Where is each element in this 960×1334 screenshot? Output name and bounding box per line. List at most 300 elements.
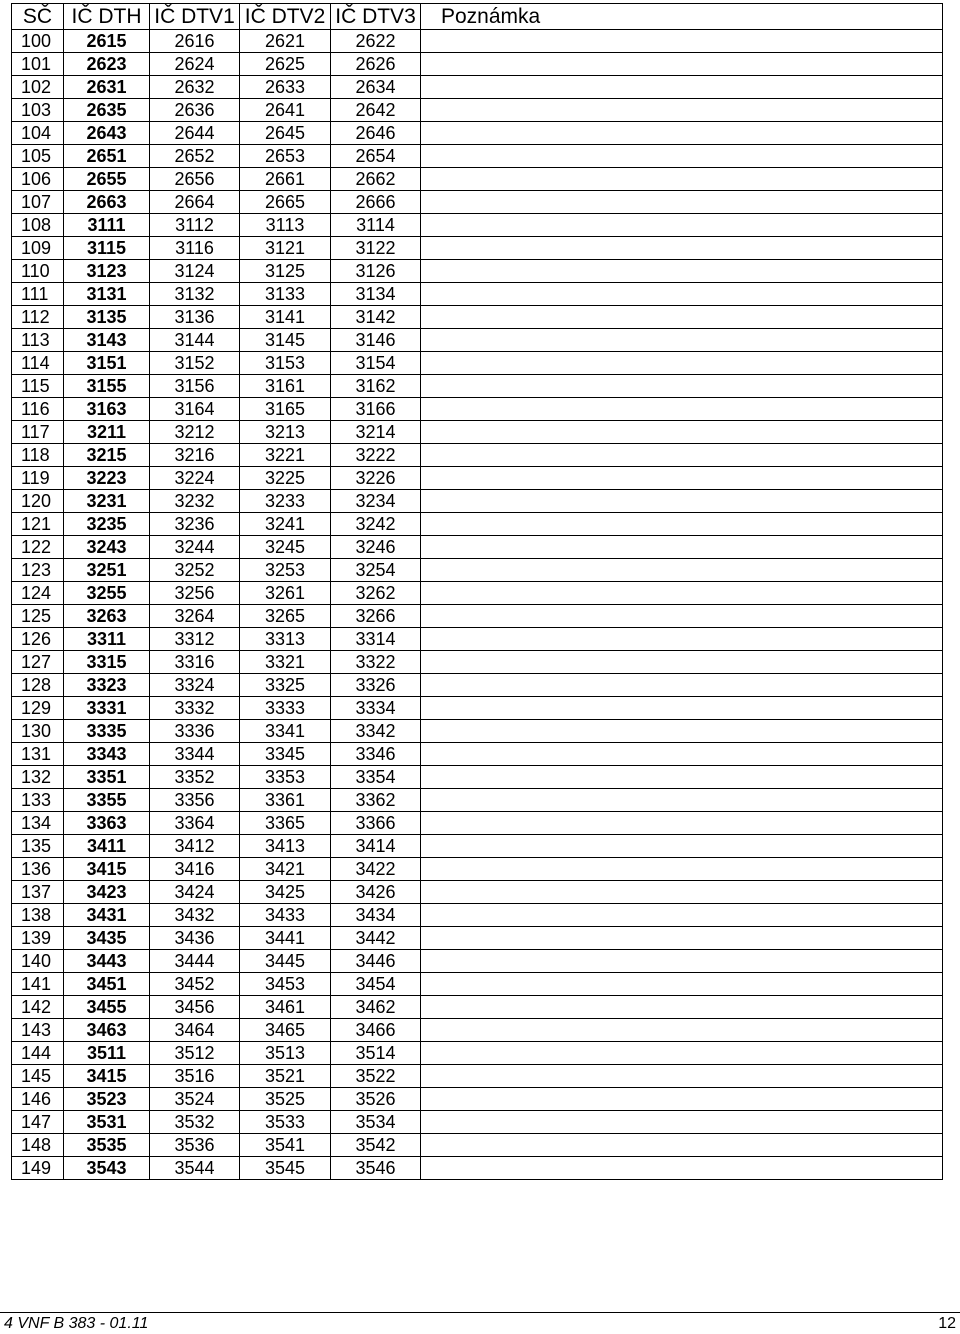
cell-poznamka (421, 1065, 943, 1088)
cell-sc: 147 (12, 1111, 64, 1134)
cell-sc: 123 (12, 559, 64, 582)
table-row (12, 329, 943, 352)
cell-poznamka (421, 927, 943, 950)
cell-ic-dtv1: 2616 (150, 30, 240, 53)
cell-ic-dtv1: 3156 (150, 375, 240, 398)
cell-ic-dth: 3311 (64, 628, 150, 651)
cell-poznamka (421, 145, 943, 168)
cell-ic-dtv2: 2645 (240, 122, 331, 145)
cell-sc: 119 (12, 467, 64, 490)
cell-ic-dth: 3155 (64, 375, 150, 398)
cell-ic-dtv2: 3513 (240, 1042, 331, 1065)
header-ic-dth: IČ DTH (64, 4, 150, 30)
cell-poznamka (421, 743, 943, 766)
cell-poznamka (421, 283, 943, 306)
cell-ic-dtv3: 3354 (331, 766, 421, 789)
table-row (12, 53, 943, 76)
cell-ic-dth: 3511 (64, 1042, 150, 1065)
table-row (12, 904, 943, 927)
cell-ic-dtv1: 3352 (150, 766, 240, 789)
cell-ic-dtv3: 3226 (331, 467, 421, 490)
cell-ic-dtv1: 3132 (150, 283, 240, 306)
cell-sc: 116 (12, 398, 64, 421)
cell-ic-dtv1: 3544 (150, 1157, 240, 1180)
cell-poznamka (421, 1134, 943, 1157)
cell-ic-dth: 3443 (64, 950, 150, 973)
cell-ic-dtv3: 3434 (331, 904, 421, 927)
cell-ic-dth: 3523 (64, 1088, 150, 1111)
cell-sc: 113 (12, 329, 64, 352)
table-row (12, 1019, 943, 1042)
cell-ic-dth: 3323 (64, 674, 150, 697)
cell-ic-dth: 3263 (64, 605, 150, 628)
cell-poznamka (421, 260, 943, 283)
table-row (12, 605, 943, 628)
cell-ic-dtv3: 3126 (331, 260, 421, 283)
cell-ic-dtv1: 3412 (150, 835, 240, 858)
cell-poznamka (421, 191, 943, 214)
cell-ic-dtv3: 3522 (331, 1065, 421, 1088)
table-header-row (12, 4, 943, 30)
document-reference: 4 VNF B 383 - 01.11 (4, 1315, 149, 1332)
cell-ic-dtv2: 3353 (240, 766, 331, 789)
header-poznamka: Poznámka (421, 4, 943, 30)
cell-ic-dtv1: 3116 (150, 237, 240, 260)
cell-sc: 104 (12, 122, 64, 145)
cell-ic-dth: 3163 (64, 398, 150, 421)
cell-ic-dtv1: 3356 (150, 789, 240, 812)
cell-ic-dth: 3415 (64, 1065, 150, 1088)
cell-ic-dtv2: 3441 (240, 927, 331, 950)
table-row (12, 835, 943, 858)
table-row (12, 513, 943, 536)
cell-ic-dtv3: 3422 (331, 858, 421, 881)
cell-ic-dtv3: 3122 (331, 237, 421, 260)
table-row (12, 145, 943, 168)
cell-ic-dtv3: 2634 (331, 76, 421, 99)
cell-ic-dtv3: 3134 (331, 283, 421, 306)
cell-ic-dtv1: 2656 (150, 168, 240, 191)
cell-ic-dtv2: 3465 (240, 1019, 331, 1042)
cell-poznamka (421, 628, 943, 651)
table-row (12, 306, 943, 329)
table-row (12, 168, 943, 191)
cell-ic-dtv1: 2664 (150, 191, 240, 214)
cell-ic-dtv3: 3146 (331, 329, 421, 352)
cell-sc: 129 (12, 697, 64, 720)
cell-poznamka (421, 605, 943, 628)
cell-ic-dth: 3531 (64, 1111, 150, 1134)
cell-ic-dtv1: 3232 (150, 490, 240, 513)
cell-poznamka (421, 1088, 943, 1111)
cell-ic-dtv1: 3456 (150, 996, 240, 1019)
cell-ic-dtv1: 3224 (150, 467, 240, 490)
cell-ic-dtv3: 3466 (331, 1019, 421, 1042)
cell-ic-dtv1: 3316 (150, 651, 240, 674)
cell-sc: 105 (12, 145, 64, 168)
table-row (12, 1065, 943, 1088)
table-row (12, 720, 943, 743)
cell-ic-dtv3: 3162 (331, 375, 421, 398)
cell-ic-dtv2: 3433 (240, 904, 331, 927)
cell-ic-dth: 3243 (64, 536, 150, 559)
cell-ic-dtv3: 3342 (331, 720, 421, 743)
cell-ic-dtv3: 3246 (331, 536, 421, 559)
header-sc: SČ (12, 4, 64, 30)
cell-poznamka (421, 30, 943, 53)
cell-ic-dtv3: 3262 (331, 582, 421, 605)
cell-ic-dtv2: 3145 (240, 329, 331, 352)
cell-ic-dtv1: 3516 (150, 1065, 240, 1088)
cell-ic-dth: 3355 (64, 789, 150, 812)
cell-sc: 103 (12, 99, 64, 122)
cell-ic-dtv2: 3225 (240, 467, 331, 490)
table-row (12, 191, 943, 214)
cell-poznamka (421, 950, 943, 973)
table-row (12, 766, 943, 789)
cell-ic-dtv1: 2652 (150, 145, 240, 168)
table-row (12, 352, 943, 375)
cell-ic-dtv1: 3452 (150, 973, 240, 996)
cell-sc: 128 (12, 674, 64, 697)
cell-ic-dtv1: 3136 (150, 306, 240, 329)
cell-sc: 109 (12, 237, 64, 260)
cell-sc: 148 (12, 1134, 64, 1157)
cell-poznamka (421, 559, 943, 582)
cell-poznamka (421, 881, 943, 904)
cell-ic-dtv3: 3322 (331, 651, 421, 674)
cell-poznamka (421, 973, 943, 996)
cell-sc: 126 (12, 628, 64, 651)
cell-ic-dtv3: 3114 (331, 214, 421, 237)
table-row (12, 467, 943, 490)
cell-ic-dtv1: 3312 (150, 628, 240, 651)
cell-ic-dtv2: 2665 (240, 191, 331, 214)
cell-ic-dtv2: 3365 (240, 812, 331, 835)
cell-ic-dtv3: 3222 (331, 444, 421, 467)
cell-ic-dth: 3331 (64, 697, 150, 720)
table-row (12, 1042, 943, 1065)
table-row (12, 536, 943, 559)
cell-ic-dtv1: 3236 (150, 513, 240, 536)
table-row (12, 697, 943, 720)
cell-ic-dtv2: 3525 (240, 1088, 331, 1111)
cell-ic-dtv3: 3314 (331, 628, 421, 651)
cell-sc: 110 (12, 260, 64, 283)
cell-ic-dth: 3211 (64, 421, 150, 444)
cell-ic-dth: 3543 (64, 1157, 150, 1180)
cell-sc: 144 (12, 1042, 64, 1065)
table-row (12, 122, 943, 145)
cell-ic-dtv2: 3461 (240, 996, 331, 1019)
cell-ic-dth: 2655 (64, 168, 150, 191)
cell-ic-dtv1: 3112 (150, 214, 240, 237)
cell-ic-dtv2: 3545 (240, 1157, 331, 1180)
cell-ic-dtv1: 3532 (150, 1111, 240, 1134)
cell-poznamka (421, 168, 943, 191)
cell-ic-dth: 3415 (64, 858, 150, 881)
cell-ic-dtv2: 3333 (240, 697, 331, 720)
cell-sc: 111 (12, 283, 64, 306)
cell-sc: 130 (12, 720, 64, 743)
header-ic-dtv2: IČ DTV2 (240, 4, 331, 30)
cell-poznamka (421, 467, 943, 490)
cell-ic-dtv3: 3366 (331, 812, 421, 835)
cell-sc: 137 (12, 881, 64, 904)
table-row (12, 973, 943, 996)
cell-ic-dth: 2651 (64, 145, 150, 168)
cell-ic-dth: 3351 (64, 766, 150, 789)
cell-ic-dtv3: 3154 (331, 352, 421, 375)
table-row (12, 743, 943, 766)
cell-sc: 102 (12, 76, 64, 99)
cell-ic-dtv3: 2654 (331, 145, 421, 168)
cell-ic-dtv2: 3161 (240, 375, 331, 398)
table-row (12, 674, 943, 697)
table-row (12, 76, 943, 99)
cell-ic-dtv1: 3464 (150, 1019, 240, 1042)
cell-ic-dth: 2631 (64, 76, 150, 99)
cell-ic-dtv2: 2641 (240, 99, 331, 122)
cell-sc: 125 (12, 605, 64, 628)
cell-sc: 131 (12, 743, 64, 766)
table-row (12, 1157, 943, 1180)
cell-ic-dtv2: 3341 (240, 720, 331, 743)
cell-poznamka (421, 99, 943, 122)
cell-ic-dtv1: 3252 (150, 559, 240, 582)
cell-poznamka (421, 421, 943, 444)
cell-ic-dtv2: 2661 (240, 168, 331, 191)
cell-ic-dtv3: 3254 (331, 559, 421, 582)
cell-sc: 149 (12, 1157, 64, 1180)
cell-poznamka (421, 536, 943, 559)
cell-sc: 145 (12, 1065, 64, 1088)
table-row (12, 789, 943, 812)
cell-sc: 108 (12, 214, 64, 237)
cell-sc: 132 (12, 766, 64, 789)
cell-ic-dtv2: 3541 (240, 1134, 331, 1157)
cell-sc: 121 (12, 513, 64, 536)
table-row (12, 858, 943, 881)
cell-ic-dth: 3151 (64, 352, 150, 375)
table-row (12, 651, 943, 674)
cell-ic-dtv1: 3212 (150, 421, 240, 444)
table-body (12, 30, 943, 1180)
cell-ic-dtv1: 3152 (150, 352, 240, 375)
cell-ic-dtv1: 3336 (150, 720, 240, 743)
table-row (12, 283, 943, 306)
cell-ic-dtv3: 3142 (331, 306, 421, 329)
cell-ic-dtv2: 3221 (240, 444, 331, 467)
table-row (12, 99, 943, 122)
table-row (12, 214, 943, 237)
code-table (11, 3, 943, 1180)
cell-ic-dtv3: 3166 (331, 398, 421, 421)
cell-ic-dtv2: 3421 (240, 858, 331, 881)
table-row (12, 927, 943, 950)
cell-ic-dtv3: 2662 (331, 168, 421, 191)
cell-poznamka (421, 812, 943, 835)
cell-ic-dth: 2635 (64, 99, 150, 122)
table-row (12, 421, 943, 444)
table-row (12, 237, 943, 260)
cell-sc: 122 (12, 536, 64, 559)
cell-ic-dth: 3131 (64, 283, 150, 306)
cell-ic-dtv3: 3526 (331, 1088, 421, 1111)
cell-ic-dtv1: 3244 (150, 536, 240, 559)
cell-ic-dtv2: 3113 (240, 214, 331, 237)
cell-ic-dtv2: 3245 (240, 536, 331, 559)
cell-ic-dth: 3251 (64, 559, 150, 582)
cell-ic-dth: 3215 (64, 444, 150, 467)
cell-ic-dtv2: 2625 (240, 53, 331, 76)
cell-sc: 115 (12, 375, 64, 398)
cell-sc: 136 (12, 858, 64, 881)
cell-sc: 120 (12, 490, 64, 513)
cell-ic-dth: 3111 (64, 214, 150, 237)
table-row (12, 30, 943, 53)
cell-ic-dtv3: 3454 (331, 973, 421, 996)
cell-ic-dtv2: 3325 (240, 674, 331, 697)
cell-sc: 124 (12, 582, 64, 605)
cell-ic-dtv2: 3453 (240, 973, 331, 996)
cell-sc: 127 (12, 651, 64, 674)
cell-sc: 138 (12, 904, 64, 927)
cell-sc: 139 (12, 927, 64, 950)
cell-ic-dth: 3363 (64, 812, 150, 835)
cell-ic-dtv1: 3416 (150, 858, 240, 881)
cell-ic-dtv1: 3124 (150, 260, 240, 283)
cell-poznamka (421, 789, 943, 812)
cell-ic-dth: 3115 (64, 237, 150, 260)
cell-ic-dtv2: 3261 (240, 582, 331, 605)
cell-ic-dth: 3431 (64, 904, 150, 927)
cell-sc: 107 (12, 191, 64, 214)
cell-ic-dtv2: 3521 (240, 1065, 331, 1088)
cell-poznamka (421, 674, 943, 697)
table-row (12, 996, 943, 1019)
cell-ic-dtv1: 3364 (150, 812, 240, 835)
table-row (12, 1111, 943, 1134)
cell-ic-dtv1: 3444 (150, 950, 240, 973)
cell-poznamka (421, 490, 943, 513)
cell-ic-dtv1: 3536 (150, 1134, 240, 1157)
cell-ic-dtv3: 3234 (331, 490, 421, 513)
table-row (12, 1134, 943, 1157)
page-footer (0, 1312, 960, 1333)
cell-ic-dth: 3255 (64, 582, 150, 605)
cell-ic-dtv1: 3216 (150, 444, 240, 467)
table-row (12, 950, 943, 973)
cell-ic-dth: 3231 (64, 490, 150, 513)
cell-ic-dtv3: 3534 (331, 1111, 421, 1134)
cell-ic-dtv2: 3321 (240, 651, 331, 674)
cell-ic-dth: 2615 (64, 30, 150, 53)
cell-ic-dth: 3223 (64, 467, 150, 490)
cell-ic-dth: 3343 (64, 743, 150, 766)
cell-ic-dtv3: 3346 (331, 743, 421, 766)
cell-ic-dtv2: 3125 (240, 260, 331, 283)
table-row (12, 1088, 943, 1111)
cell-sc: 135 (12, 835, 64, 858)
table-row (12, 881, 943, 904)
cell-poznamka (421, 1042, 943, 1065)
page-number: 12 (938, 1315, 956, 1332)
cell-ic-dtv1: 3524 (150, 1088, 240, 1111)
cell-poznamka (421, 1019, 943, 1042)
cell-ic-dtv3: 2666 (331, 191, 421, 214)
table-row (12, 444, 943, 467)
cell-ic-dth: 3451 (64, 973, 150, 996)
cell-sc: 133 (12, 789, 64, 812)
cell-ic-dtv3: 2626 (331, 53, 421, 76)
cell-ic-dtv1: 3264 (150, 605, 240, 628)
cell-poznamka (421, 835, 943, 858)
cell-ic-dtv1: 3144 (150, 329, 240, 352)
cell-ic-dtv2: 3445 (240, 950, 331, 973)
cell-poznamka (421, 76, 943, 99)
cell-sc: 114 (12, 352, 64, 375)
cell-sc: 100 (12, 30, 64, 53)
cell-ic-dtv3: 3214 (331, 421, 421, 444)
cell-ic-dtv2: 3153 (240, 352, 331, 375)
cell-poznamka (421, 375, 943, 398)
cell-sc: 112 (12, 306, 64, 329)
cell-ic-dtv1: 2636 (150, 99, 240, 122)
cell-ic-dth: 3423 (64, 881, 150, 904)
cell-ic-dth: 2623 (64, 53, 150, 76)
cell-sc: 141 (12, 973, 64, 996)
cell-ic-dtv2: 3533 (240, 1111, 331, 1134)
cell-ic-dtv1: 3432 (150, 904, 240, 927)
cell-ic-dtv2: 2653 (240, 145, 331, 168)
cell-ic-dtv3: 3462 (331, 996, 421, 1019)
cell-poznamka (421, 306, 943, 329)
header-ic-dtv1: IČ DTV1 (150, 4, 240, 30)
cell-ic-dtv2: 3361 (240, 789, 331, 812)
cell-ic-dtv3: 3426 (331, 881, 421, 904)
cell-ic-dtv1: 3424 (150, 881, 240, 904)
table-row (12, 260, 943, 283)
cell-sc: 117 (12, 421, 64, 444)
cell-ic-dth: 3123 (64, 260, 150, 283)
cell-sc: 118 (12, 444, 64, 467)
cell-ic-dth: 2643 (64, 122, 150, 145)
cell-poznamka (421, 53, 943, 76)
cell-poznamka (421, 720, 943, 743)
table-row (12, 812, 943, 835)
cell-ic-dtv1: 3164 (150, 398, 240, 421)
cell-ic-dtv1: 3436 (150, 927, 240, 950)
cell-poznamka (421, 444, 943, 467)
cell-ic-dtv1: 3512 (150, 1042, 240, 1065)
cell-poznamka (421, 904, 943, 927)
cell-ic-dth: 3435 (64, 927, 150, 950)
cell-ic-dth: 3463 (64, 1019, 150, 1042)
cell-ic-dtv3: 2622 (331, 30, 421, 53)
cell-ic-dtv2: 3141 (240, 306, 331, 329)
cell-poznamka (421, 513, 943, 536)
cell-poznamka (421, 329, 943, 352)
cell-ic-dtv3: 3266 (331, 605, 421, 628)
cell-ic-dtv2: 3265 (240, 605, 331, 628)
cell-ic-dtv3: 3446 (331, 950, 421, 973)
table-row (12, 490, 943, 513)
cell-ic-dtv3: 3546 (331, 1157, 421, 1180)
cell-poznamka (421, 214, 943, 237)
cell-ic-dth: 3455 (64, 996, 150, 1019)
cell-ic-dtv2: 3133 (240, 283, 331, 306)
